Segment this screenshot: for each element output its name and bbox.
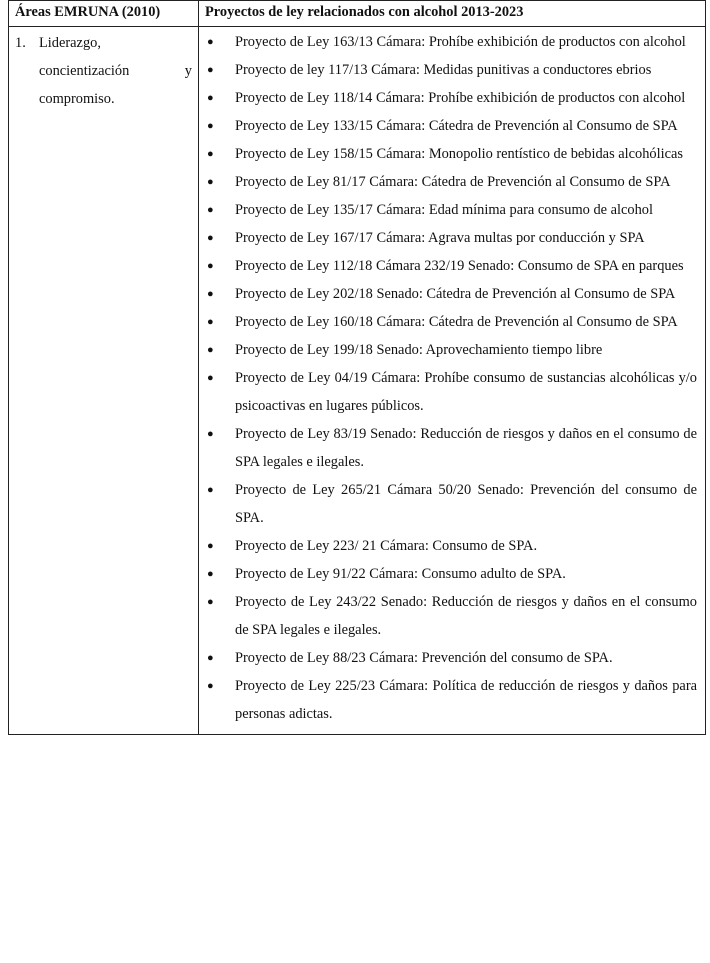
header-projects: Proyectos de ley relacionados con alcohol 2013-2023 [199, 1, 706, 27]
bullet-icon: ● [207, 484, 214, 496]
bullet-icon: ● [207, 540, 214, 552]
laws-table [8, 0, 706, 735]
project-text: Proyecto de Ley 81/17 Cámara: Cátedra de Prevención al Consumo de SPA [235, 174, 671, 190]
list-item [205, 56, 697, 84]
project-text: Proyecto de Ley 135/17 Cámara: Edad mínima para consumo de alcohol [235, 202, 654, 218]
project-text: Proyecto de Ley 04/19 Cámara: Prohíbe consumo de sustancias alcohólicas y/o psicoactivas en lugares públicos. [235, 370, 697, 414]
bullet-icon: ● [207, 568, 214, 580]
list-item [205, 420, 697, 476]
bullet-icon: ● [207, 232, 214, 244]
projects-list [205, 28, 697, 728]
project-text: Proyecto de Ley 243/22 Senado: Reducción de riesgos y daños en el consumo de SPA legales e ilegales. [235, 594, 697, 638]
area-line-2: concientización y [39, 63, 192, 79]
bullet-icon: ● [207, 176, 214, 188]
list-item [205, 112, 697, 140]
list-item [205, 84, 697, 112]
project-text: Proyecto de Ley 202/18 Senado: Cátedra de Prevención al Consumo de SPA [235, 286, 676, 302]
list-item [205, 364, 697, 420]
area-cell [9, 27, 199, 735]
table-header-row [9, 1, 706, 27]
bullet-icon: ● [207, 428, 214, 440]
bullet-icon: ● [207, 652, 214, 664]
area-number: 1. [15, 35, 26, 51]
bullet-icon: ● [207, 92, 214, 104]
bullet-icon: ● [207, 288, 214, 300]
project-text: Proyecto de Ley 199/18 Senado: Aprovechamiento tiempo libre [235, 342, 603, 358]
project-text: Proyecto de Ley 163/13 Cámara: Prohíbe exhibición de productos con alcohol [235, 34, 686, 50]
list-item [205, 476, 697, 532]
list-item [205, 28, 697, 56]
bullet-icon: ● [207, 260, 214, 272]
project-text: Proyecto de Ley 223/ 21 Cámara: Consumo de SPA. [235, 538, 538, 554]
project-text: Proyecto de ley 117/13 Cámara: Medidas punitivas a conductores ebrios [235, 62, 652, 78]
project-text: Proyecto de Ley 167/17 Cámara: Agrava multas por conducción y SPA [235, 230, 645, 246]
project-text: Proyecto de Ley 265/21 Cámara 50/20 Senado: Prevención del consumo de SPA. [235, 482, 697, 526]
bullet-icon: ● [207, 344, 214, 356]
list-item [205, 196, 697, 224]
table-row [9, 27, 706, 735]
project-text: Proyecto de Ley 88/23 Cámara: Prevención del consumo de SPA. [235, 650, 613, 666]
list-item [205, 280, 697, 308]
project-text: Proyecto de Ley 118/14 Cámara: Prohíbe exhibición de productos con alcohol [235, 90, 686, 106]
projects-cell [199, 27, 706, 735]
bullet-icon: ● [207, 680, 214, 692]
bullet-icon: ● [207, 316, 214, 328]
bullet-icon: ● [207, 148, 214, 160]
list-item [205, 672, 697, 728]
bullet-icon: ● [207, 596, 214, 608]
list-item [205, 224, 697, 252]
header-areas: Áreas EMRUNA (2010) [9, 1, 199, 27]
bullet-icon: ● [207, 372, 214, 384]
list-item [205, 588, 697, 644]
list-item [205, 560, 697, 588]
project-text: Proyecto de Ley 225/23 Cámara: Política de reducción de riesgos y daños para personas adictas. [235, 678, 697, 722]
bullet-icon: ● [207, 36, 214, 48]
project-text: Proyecto de Ley 83/19 Senado: Reducción de riesgos y daños en el consumo de SPA legales e ilegales. [235, 426, 697, 470]
list-item [205, 140, 697, 168]
list-item [205, 532, 697, 560]
bullet-icon: ● [207, 204, 214, 216]
bullet-icon: ● [207, 64, 214, 76]
list-item [205, 308, 697, 336]
project-text: Proyecto de Ley 112/18 Cámara 232/19 Senado: Consumo de SPA en parques [235, 258, 684, 274]
area-line-1: Liderazgo, [39, 35, 101, 51]
list-item [205, 252, 697, 280]
list-item [205, 644, 697, 672]
area-line-3: compromiso. [39, 91, 115, 107]
project-text: Proyecto de Ley 160/18 Cámara: Cátedra de Prevención al Consumo de SPA [235, 314, 678, 330]
list-item [205, 336, 697, 364]
area-label [39, 29, 192, 113]
project-text: Proyecto de Ley 91/22 Cámara: Consumo adulto de SPA. [235, 566, 566, 582]
list-item [205, 168, 697, 196]
project-text: Proyecto de Ley 158/15 Cámara: Monopolio rentístico de bebidas alcohólicas [235, 146, 683, 162]
bullet-icon: ● [207, 120, 214, 132]
project-text: Proyecto de Ley 133/15 Cámara: Cátedra de Prevención al Consumo de SPA [235, 118, 678, 134]
